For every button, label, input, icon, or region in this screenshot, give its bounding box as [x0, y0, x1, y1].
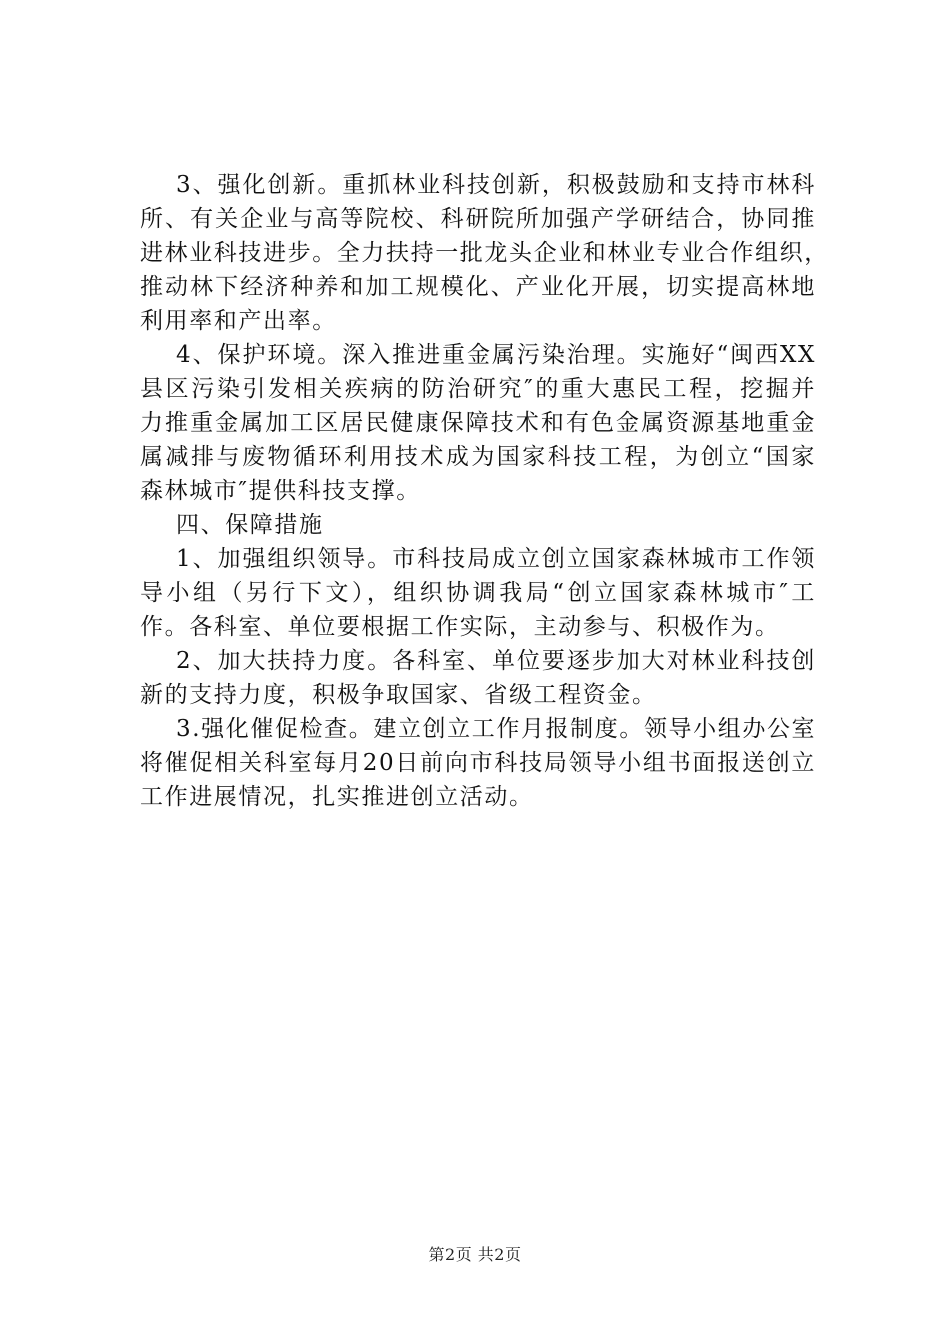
- text-line: 将催促相关科室每月20日前向市科技局领导小组书面报送创立: [140, 750, 816, 776]
- text-line: 推动林下经济种养和加工规模化、产业化开展，切实提高林地: [140, 274, 816, 300]
- document-body: [140, 168, 829, 814]
- page-footer: 第2页 共2页: [428, 1245, 522, 1264]
- text-line: 县区污染引发相关疾病的防治研究″的重大惠民工程，挖掘并: [140, 376, 816, 402]
- text-line: 2、加大扶持力度。各科室、单位要逐步加大对林业科技创: [176, 648, 816, 674]
- text-line: 力推重金属加工区居民健康保障技术和有色金属资源基地重金: [140, 410, 816, 436]
- text-line: 4、保护环境。深入推进重金属污染治理。实施好“闽西XX: [176, 342, 816, 368]
- text-line: 属减排与废物循环利用技术成为国家科技工程，为创立“国家: [140, 444, 816, 470]
- text-line: 利用率和产出率。: [140, 308, 337, 334]
- text-line: 森林城市″提供科技支撑。: [140, 478, 421, 504]
- text-line: 新的支持力度，积极争取国家、省级工程资金。: [140, 682, 657, 708]
- text-line: 导小组（另行下文），组织协调我局“创立国家森林城市″工: [140, 580, 816, 606]
- text-line: 进林业科技进步。全力扶持一批龙头企业和林业专业合作组织，: [140, 240, 829, 266]
- section-heading: 四、保障措施: [176, 512, 324, 538]
- text-line: 作。各科室、单位要根据工作实际，主动参与、积极作为。: [140, 614, 780, 640]
- text-line: 工作进展情况，扎实推进创立活动。: [140, 784, 534, 810]
- text-line: 3、强化创新。重抓林业科技创新，积极鼓励和支持市林科: [176, 172, 816, 198]
- text-line: 所、有关企业与高等院校、科研院所加强产学研结合，协同推: [140, 206, 816, 232]
- text-line: 1、加强组织领导。市科技局成立创立国家森林城市工作领: [176, 546, 816, 572]
- text-line: 3.强化催促检查。建立创立工作月报制度。领导小组办公室: [176, 716, 817, 742]
